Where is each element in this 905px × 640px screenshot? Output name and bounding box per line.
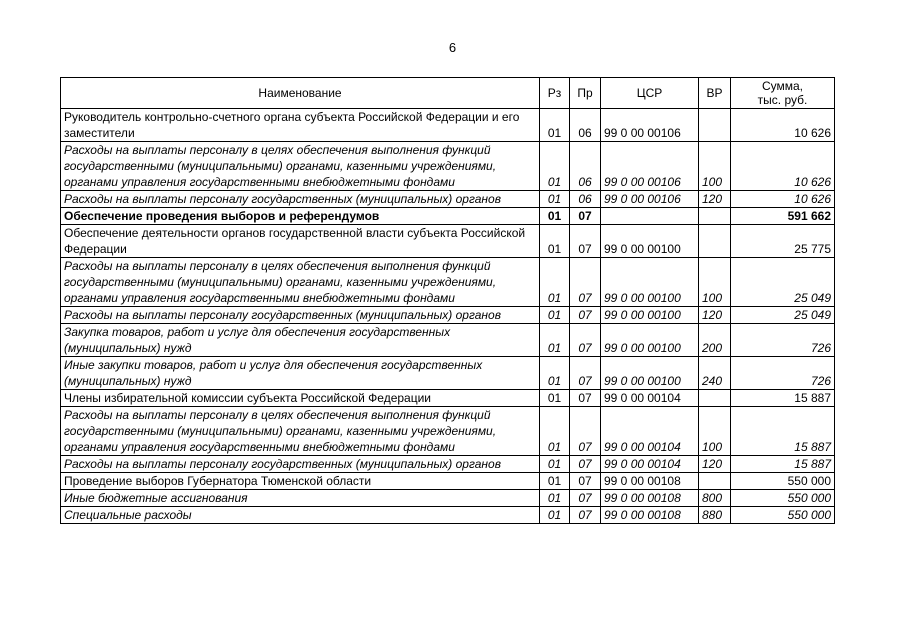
row-name: Специальные расходы: [61, 507, 540, 524]
row-sum: 10 626: [731, 142, 835, 191]
row-name: Члены избирательной комиссии субъекта Российской Федерации: [61, 390, 540, 407]
row-pr: 07: [570, 357, 601, 390]
row-rz: 01: [540, 357, 570, 390]
row-rz: 01: [540, 473, 570, 490]
row-csr: 99 0 00 00100: [601, 324, 699, 357]
budget-table: [60, 77, 835, 524]
row-sum: 25 049: [731, 258, 835, 307]
row-sum: 15 887: [731, 407, 835, 456]
header-rz: Рз: [540, 78, 570, 109]
row-vr: 800: [699, 490, 731, 507]
row-csr: 99 0 00 00108: [601, 473, 699, 490]
row-name: Расходы на выплаты персоналу в целях обеспечения выполнения функций государственными (муниципальными) органами, казенными учреждениями, органами управления государственными внебюджетными фондами: [61, 258, 540, 307]
row-sum: 10 626: [731, 191, 835, 208]
row-pr: 07: [570, 225, 601, 258]
table-row: [61, 390, 835, 407]
table-body: [61, 109, 835, 524]
row-rz: 01: [540, 456, 570, 473]
table-row: [61, 473, 835, 490]
row-name: Обеспечение проведения выборов и референдумов: [61, 208, 540, 225]
row-csr: 99 0 00 00104: [601, 407, 699, 456]
row-vr: 240: [699, 357, 731, 390]
row-pr: 07: [570, 258, 601, 307]
row-name: Расходы на выплаты персоналу в целях обеспечения выполнения функций государственными (муниципальными) органами, казенными учреждениями, органами управления государственными внебюджетными фондами: [61, 407, 540, 456]
header-csr: ЦСР: [601, 78, 699, 109]
row-name: Обеспечение деятельности органов государственной власти субъекта Российской Федерации: [61, 225, 540, 258]
row-pr: 07: [570, 307, 601, 324]
row-vr: 100: [699, 142, 731, 191]
row-vr: 120: [699, 456, 731, 473]
row-csr: 99 0 00 00104: [601, 456, 699, 473]
row-csr: [601, 208, 699, 225]
table-row: [61, 258, 835, 307]
row-vr: [699, 473, 731, 490]
header-sum: Сумма, тыс. руб.: [731, 78, 835, 109]
row-vr: [699, 208, 731, 225]
row-name: Расходы на выплаты персоналу государственных (муниципальных) органов: [61, 307, 540, 324]
table-row: [61, 357, 835, 390]
header-vr: ВР: [699, 78, 731, 109]
row-vr: 200: [699, 324, 731, 357]
row-name: Руководитель контрольно-счетного органа субъекта Российской Федерации и его заместители: [61, 109, 540, 142]
row-rz: 01: [540, 490, 570, 507]
row-pr: 07: [570, 473, 601, 490]
row-sum: 591 662: [731, 208, 835, 225]
table-row: [61, 191, 835, 208]
row-csr: 99 0 00 00100: [601, 258, 699, 307]
row-pr: 07: [570, 390, 601, 407]
table-row: [61, 490, 835, 507]
row-pr: 06: [570, 142, 601, 191]
row-csr: 99 0 00 00100: [601, 225, 699, 258]
row-vr: [699, 390, 731, 407]
row-csr: 99 0 00 00108: [601, 490, 699, 507]
row-pr: 07: [570, 456, 601, 473]
row-rz: 01: [540, 109, 570, 142]
table-row: [61, 208, 835, 225]
table-row: [61, 307, 835, 324]
table-row: [61, 407, 835, 456]
row-sum: 726: [731, 324, 835, 357]
row-pr: 06: [570, 109, 601, 142]
row-sum: 550 000: [731, 490, 835, 507]
page-number: 6: [448, 40, 457, 55]
row-name: Расходы на выплаты персоналу государственных (муниципальных) органов: [61, 191, 540, 208]
table-row: [61, 456, 835, 473]
row-csr: 99 0 00 00108: [601, 507, 699, 524]
row-sum: 25 049: [731, 307, 835, 324]
row-sum: 15 887: [731, 456, 835, 473]
row-name: Иные бюджетные ассигнования: [61, 490, 540, 507]
row-rz: 01: [540, 258, 570, 307]
table-row: [61, 109, 835, 142]
row-pr: 07: [570, 324, 601, 357]
row-sum: 25 775: [731, 225, 835, 258]
row-rz: 01: [540, 142, 570, 191]
table-row: [61, 142, 835, 191]
row-vr: 100: [699, 407, 731, 456]
row-vr: 120: [699, 307, 731, 324]
row-pr: 07: [570, 490, 601, 507]
row-rz: 01: [540, 324, 570, 357]
row-csr: 99 0 00 00106: [601, 142, 699, 191]
row-name: Расходы на выплаты персоналу государственных (муниципальных) органов: [61, 456, 540, 473]
row-name: Иные закупки товаров, работ и услуг для обеспечения государственных (муниципальных) нужд: [61, 357, 540, 390]
row-csr: 99 0 00 00100: [601, 357, 699, 390]
row-pr: 07: [570, 208, 601, 225]
row-sum: 726: [731, 357, 835, 390]
row-rz: 01: [540, 390, 570, 407]
row-rz: 01: [540, 191, 570, 208]
row-rz: 01: [540, 208, 570, 225]
row-pr: 06: [570, 191, 601, 208]
table-row: [61, 225, 835, 258]
row-sum: 15 887: [731, 390, 835, 407]
header-name: Наименование: [61, 78, 540, 109]
row-name: Расходы на выплаты персоналу в целях обеспечения выполнения функций государственными (муниципальными) органами, казенными учреждениями, органами управления государственными внебюджетными фондами: [61, 142, 540, 191]
row-sum: 550 000: [731, 507, 835, 524]
row-vr: 120: [699, 191, 731, 208]
row-name: Проведение выборов Губернатора Тюменской области: [61, 473, 540, 490]
row-sum: 550 000: [731, 473, 835, 490]
row-rz: 01: [540, 507, 570, 524]
table-row: [61, 324, 835, 357]
row-csr: 99 0 00 00106: [601, 191, 699, 208]
row-csr: 99 0 00 00104: [601, 390, 699, 407]
row-vr: 880: [699, 507, 731, 524]
row-sum: 10 626: [731, 109, 835, 142]
row-rz: 01: [540, 307, 570, 324]
table-header-row: [61, 78, 835, 109]
row-rz: 01: [540, 407, 570, 456]
row-vr: 100: [699, 258, 731, 307]
row-vr: [699, 225, 731, 258]
row-rz: 01: [540, 225, 570, 258]
row-csr: 99 0 00 00106: [601, 109, 699, 142]
table-row: [61, 507, 835, 524]
header-pr: Пр: [570, 78, 601, 109]
row-name: Закупка товаров, работ и услуг для обеспечения государственных (муниципальных) нужд: [61, 324, 540, 357]
row-csr: 99 0 00 00100: [601, 307, 699, 324]
row-pr: 07: [570, 507, 601, 524]
row-pr: 07: [570, 407, 601, 456]
row-vr: [699, 109, 731, 142]
